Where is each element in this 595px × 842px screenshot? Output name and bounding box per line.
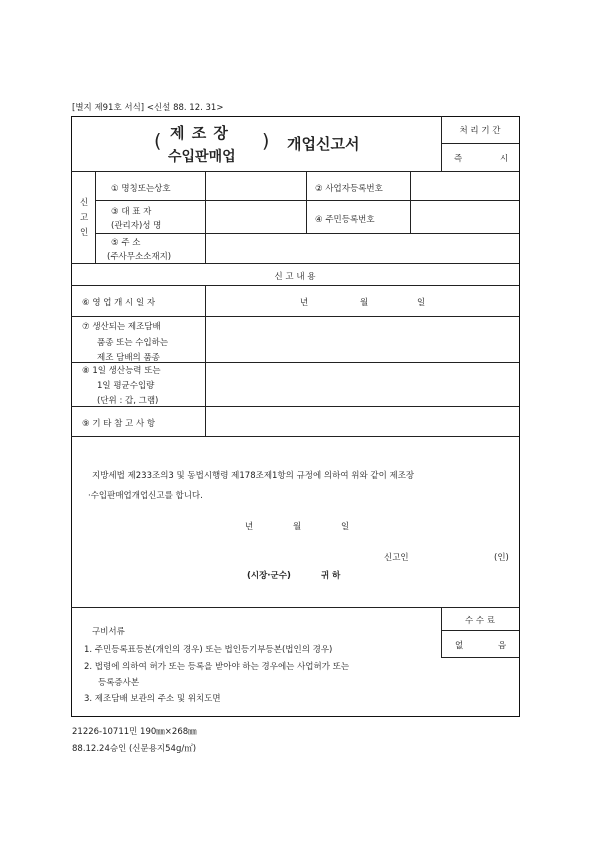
- start-date-year: 년: [300, 298, 309, 308]
- product-kind-field[interactable]: [207, 318, 517, 360]
- other-reference-field[interactable]: [207, 408, 517, 434]
- required-document-2-line-1: 2. 법령에 의하여 허가 또는 등록을 받아야 하는 경우에는 사업허가 또는: [84, 662, 350, 672]
- other-reference-label: ⑨ 기 타 참 고 사 항: [82, 419, 156, 429]
- capacity-label-line-2: 1일 평균수입량: [97, 381, 155, 391]
- resident-number-label: ④ 주민등록번호: [315, 215, 375, 225]
- reporter-side-label-2: 고: [80, 213, 89, 223]
- declaration-text-line-2: ·수입판매업개업신고를 합니다.: [88, 491, 203, 501]
- processing-period-label: 처 리 기 간: [459, 126, 501, 136]
- signer-name-field[interactable]: [412, 546, 490, 564]
- title-paren-open: (: [154, 130, 162, 152]
- report-content-header: 신 고 내 용: [274, 272, 316, 282]
- capacity-label-line-1: ⑧ 1일 생산능력 또는: [82, 366, 161, 376]
- declaration-year: 년: [245, 522, 254, 532]
- seal-mark: (인): [494, 553, 509, 563]
- address-field[interactable]: [207, 235, 517, 261]
- title-suffix: 개업신고서: [287, 135, 360, 153]
- address-label-line-1: ⑤ 주 소: [111, 238, 141, 248]
- company-name-field[interactable]: [207, 173, 304, 198]
- form-number-note: [별지 제91호 서식] <신설 88. 12. 31>: [72, 103, 224, 113]
- form-title: [150, 121, 290, 167]
- start-date-month: 월: [360, 298, 369, 308]
- outer-border-right: [519, 116, 520, 717]
- footer-line-1: 21226-10711민 190㎜×268㎜: [72, 727, 197, 737]
- required-documents-title: 구비서류: [92, 627, 125, 637]
- signer-label: 신고인: [384, 553, 409, 563]
- outer-border-bottom: [71, 716, 520, 717]
- processing-period-value-right: 시: [500, 154, 509, 164]
- capacity-label-line-3: (단위 : 갑, 그램): [97, 396, 159, 406]
- product-kind-label-line-3: 제조 담배의 품종: [97, 353, 160, 363]
- product-kind-label-line-1: ⑦ 생산되는 제조담배: [82, 322, 161, 332]
- reporter-side-label-1: 신: [80, 198, 89, 208]
- required-document-3: 3. 제조담배 보관의 주소 및 위치도면: [84, 694, 221, 704]
- representative-name-field[interactable]: [207, 202, 304, 231]
- processing-period-value-left: 즉: [454, 154, 463, 164]
- fee-value-right: 음: [498, 641, 507, 651]
- outer-border-left: [71, 116, 72, 717]
- declaration-month: 월: [293, 522, 302, 532]
- required-document-1: 1. 주민등록표등본(개인의 경우) 또는 법인등기부등본(법인의 경우): [84, 645, 333, 655]
- company-name-label: ① 명칭또는상호: [111, 184, 171, 194]
- fee-label: 수 수 료: [464, 616, 496, 626]
- declaration-day: 일: [341, 522, 350, 532]
- business-start-date-field[interactable]: [207, 287, 517, 314]
- resident-number-field[interactable]: [412, 202, 517, 231]
- required-document-2-line-2: 등록증사본: [98, 678, 140, 688]
- footer-line-2: 88.12.24승인 (신문용지54g/㎡): [72, 744, 197, 754]
- business-reg-number-label: ② 사업자등록번호: [315, 184, 383, 194]
- address-label-line-2: (주사무소소재지): [107, 252, 172, 262]
- business-reg-number-field[interactable]: [412, 173, 517, 198]
- outer-border-top: [71, 116, 520, 117]
- product-kind-label-line-2: 품종 또는 수입하는: [97, 338, 169, 348]
- business-start-date-label: ⑥ 영 업 개 시 일 자: [82, 298, 156, 308]
- representative-label-line-1: ③ 대 표 자: [111, 207, 152, 217]
- capacity-field[interactable]: [207, 364, 517, 404]
- title-line-1: 제 조 장: [170, 124, 229, 142]
- addressee-honorific: 귀 하: [321, 571, 341, 581]
- fee-value-left: 없: [455, 641, 464, 651]
- declaration-text-line-1: 지방세법 제233조의3 및 동법시행령 제178조제1항의 규정에 의하여 위와 같이 제조장: [92, 471, 415, 481]
- title-paren-close: ): [262, 130, 270, 152]
- addressee: (시장·군수): [247, 571, 291, 581]
- start-date-day: 일: [417, 298, 426, 308]
- representative-label-line-2: (관리자)성 명: [111, 221, 162, 231]
- reporter-side-label-3: 인: [80, 228, 89, 238]
- title-line-2: 수입판매업: [168, 149, 236, 165]
